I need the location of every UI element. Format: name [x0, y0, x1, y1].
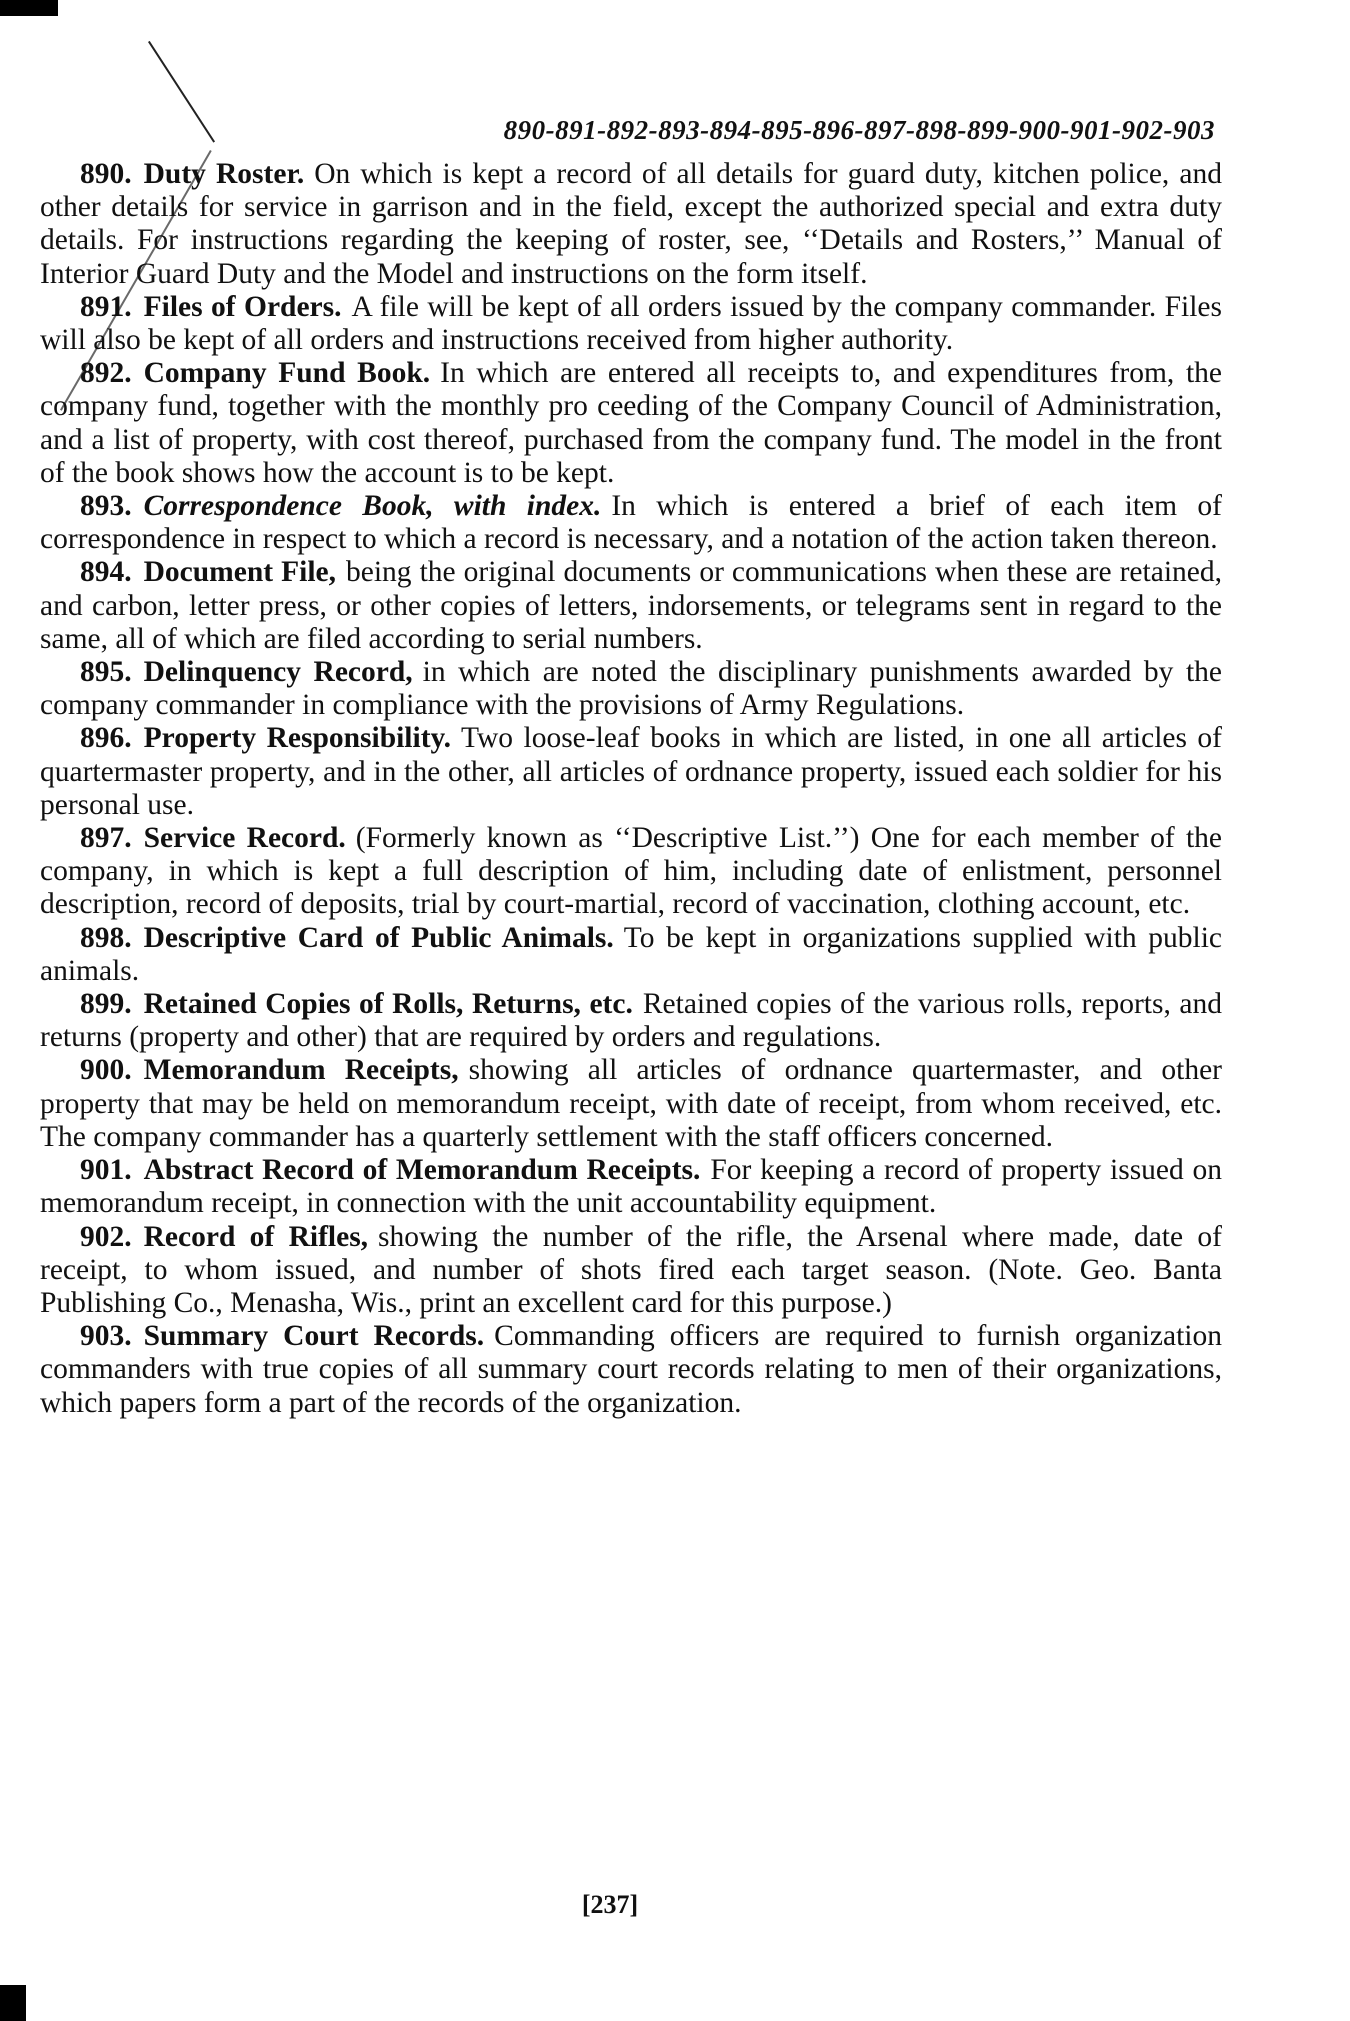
body-text — [40, 158, 1222, 1420]
entry-number: 892. — [80, 357, 132, 390]
page-number: [237] — [581, 1890, 639, 1919]
entry-number: 902. — [80, 1220, 132, 1253]
entry-title: Correspondence Book, with index. — [143, 490, 602, 523]
entry-title: Record of Rifles, — [143, 1220, 369, 1253]
entry-text: in which are noted the disciplinary punishments awarded by the company commander in compliance with the provisions of Army Regulations. — [40, 656, 1223, 722]
entry-890 — [40, 158, 1222, 291]
entry-title: Memorandum Receipts, — [143, 1054, 459, 1087]
entry-text: being the original documents or communications when these are retained, and carbon, letter press, or other copies of letters, indorsements, or telegrams sent in regard to the same, all of which are filed according to serial numbers. — [40, 556, 1222, 655]
entry-title: Duty Roster. — [143, 158, 305, 190]
entry-number: 891. — [80, 290, 132, 323]
entry-892 — [40, 357, 1222, 490]
entry-899 — [40, 988, 1222, 1054]
entry-902 — [40, 1221, 1222, 1321]
entry-903 — [40, 1320, 1222, 1420]
entry-text: Retained copies of the various rolls, reports, and returns (property and other) that are required by orders and regulations. — [40, 988, 1222, 1054]
entry-text: showing the number of the rifle, the Arsenal where made, date of receipt, to whom issued, and number of shots fired each target season. (Note. Geo. Banta Publishing Co., Menasha, Wis., print an excellent card for this purpose.) — [40, 1220, 1222, 1319]
scan-corner-mark-top — [0, 0, 58, 16]
entry-text: Commanding officers are required to furnish organization commanders with true copies of all summary court records relating to men of their organizations, which papers form a part of the records of the organization. — [40, 1320, 1223, 1419]
entry-title: Property Responsibility. — [143, 722, 452, 755]
entry-text: (Formerly known as ‘‘Descriptive List.’’) One for each member of the company, in which is kept a full description of him, including date of enlistment, personnel description, record of deposits, trial by court-martial, record of vaccination, clothing account, etc. — [40, 822, 1222, 921]
entry-number: 895. — [80, 656, 132, 689]
entry-title: Abstract Record of Memorandum Receipts. — [143, 1154, 701, 1187]
entry-number: 901. — [80, 1154, 132, 1187]
entry-title: Delinquency Record, — [143, 656, 413, 689]
entry-number: 893. — [80, 490, 132, 523]
entry-title: Service Record. — [143, 822, 346, 855]
entry-number: 890. — [80, 158, 132, 190]
entry-title: Document File, — [143, 556, 336, 589]
entry-title: Files of Orders. — [143, 290, 342, 323]
entry-text: A file will be kept of all orders issued by the company commander. Files will also be kept of all orders and instructions received from higher authority. — [40, 290, 1222, 357]
entry-title: Retained Copies of Rolls, Returns, etc. — [143, 988, 633, 1021]
entry-891 — [40, 291, 1222, 357]
entry-number: 894. — [80, 556, 132, 589]
entry-901 — [40, 1154, 1222, 1220]
entry-text: In which are entered all receipts to, and expenditures from, the company fund, together with the monthly pro ceeding of the Company Council of Administration, and a list of property, with cost thereof, purchased from the company fund. The model in the front of the book shows how the account is to be kept. — [40, 357, 1222, 489]
entry-894 — [40, 556, 1222, 656]
entry-text: To be kept in organizations supplied with public animals. — [40, 921, 1223, 987]
entry-896 — [40, 722, 1222, 822]
entry-text: For keeping a record of property issued on memorandum receipt, in connection with the unit accountability equipment. — [40, 1154, 1222, 1220]
entry-number: 898. — [80, 921, 132, 954]
entry-title: Summary Court Records. — [143, 1320, 485, 1353]
entry-893 — [40, 490, 1222, 556]
entry-number: 903. — [80, 1320, 132, 1353]
entry-number: 899. — [80, 988, 132, 1021]
entry-898 — [40, 922, 1222, 988]
entry-number: 896. — [80, 722, 132, 755]
entry-text: showing all articles of ordnance quartermaster, and other property that may be held on memorandum receipt, with date of receipt, from whom received, etc. The company commander has a quarterly settlement with the staff officers concerned. — [40, 1054, 1222, 1153]
entry-897 — [40, 822, 1222, 922]
running-header: 890-891-892-893-894-895-896-897-898-899-900-901-902-903 — [503, 115, 1215, 145]
entry-text: In which is entered a brief of each item of correspondence in respect to which a record is necessary, and a notation of the action taken thereon. — [40, 490, 1222, 556]
scan-corner-mark-bottom — [0, 1985, 26, 2021]
entry-text: On which is kept a record of all details for guard duty, kitchen police, and other details for service in garrison and in the field, except the authorized special and extra duty details. For instructions regarding the keeping of roster, see, ‘‘Details and Rosters,’’ Manual of Interior Guard Duty and the Model and instructions on the form itself. — [40, 158, 1222, 290]
entry-number: 900. — [80, 1054, 132, 1087]
entry-text: Two loose-leaf books in which are listed, in one all articles of quartermaster property, and in the other, all articles of ordnance property, issued each soldier for his personal use. — [40, 722, 1223, 821]
entry-895 — [40, 656, 1222, 722]
entry-number: 897. — [80, 822, 132, 855]
entry-title: Descriptive Card of Public Animals. — [143, 921, 614, 954]
entry-900 — [40, 1054, 1222, 1154]
pencil-mark — [148, 41, 215, 143]
entry-title: Company Fund Book. — [143, 357, 431, 390]
